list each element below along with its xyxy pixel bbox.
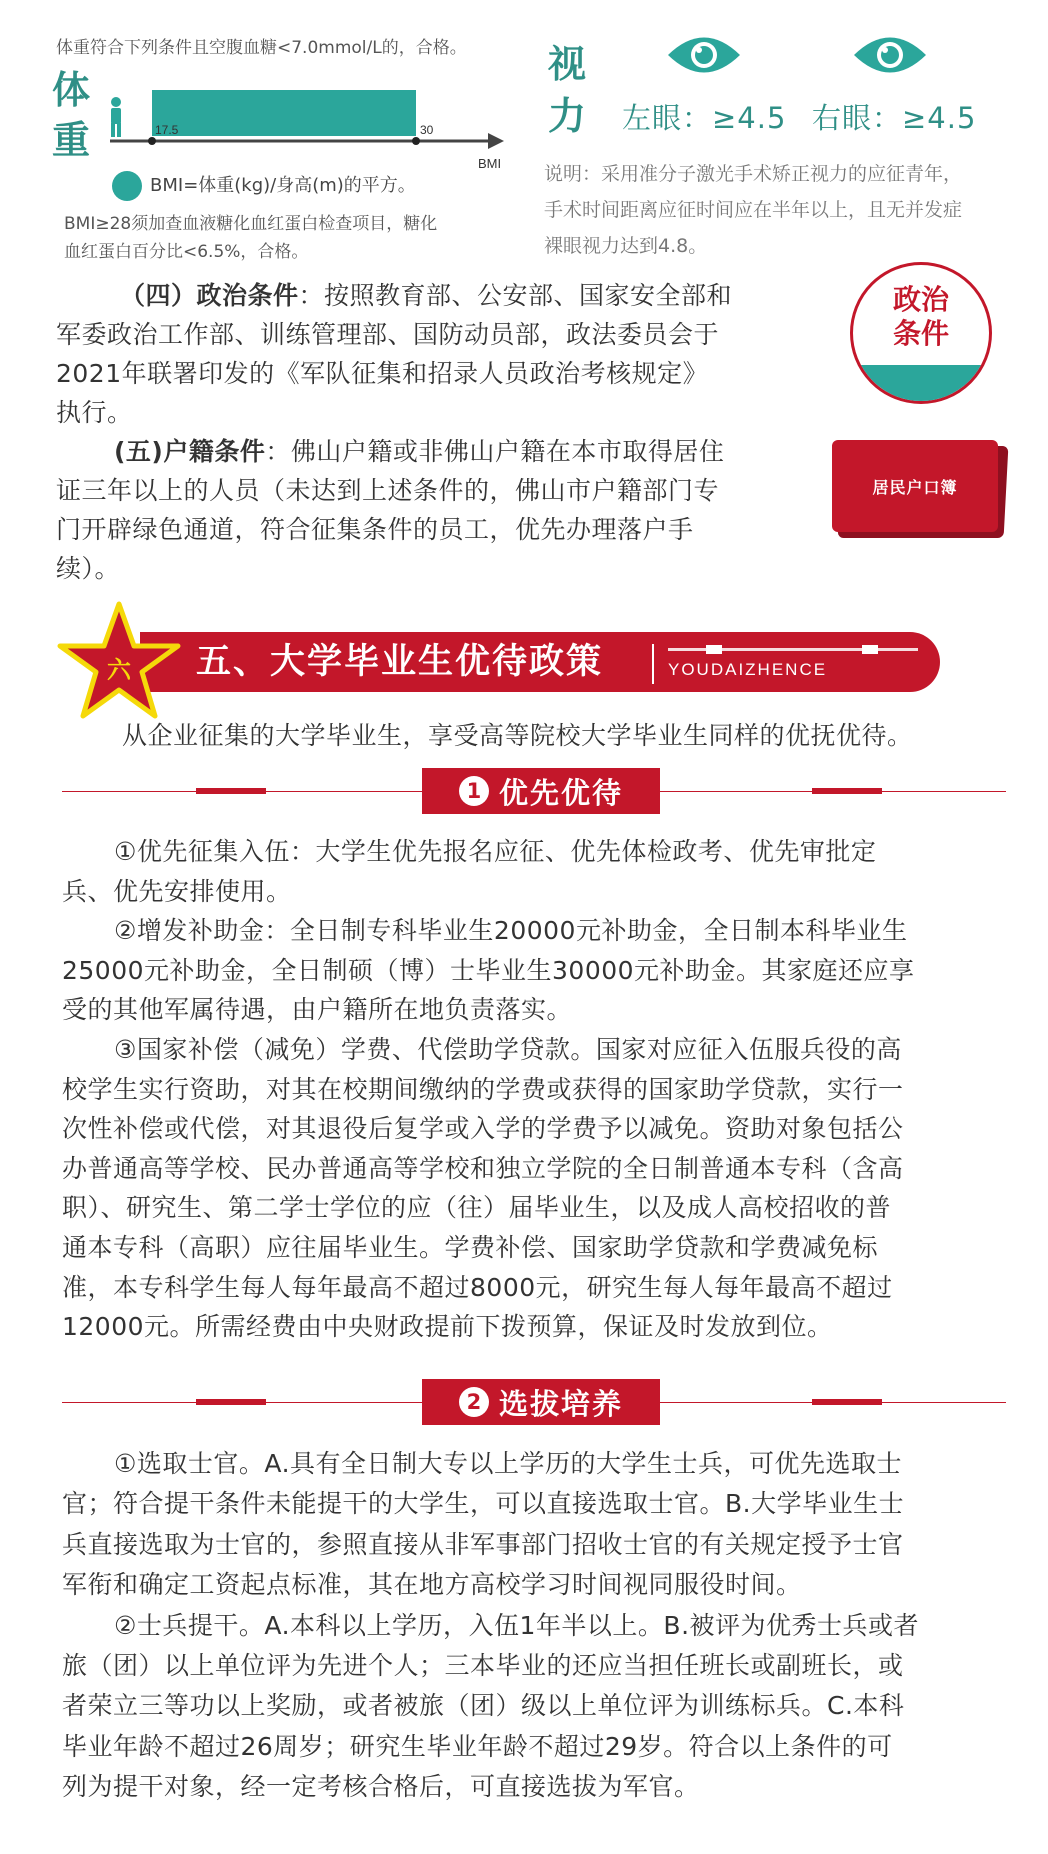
left-eye-requirement: 左眼：≥4.5 [622,101,787,135]
sub1-p3-l8: 12000元。所需经费由中央财政提前下拨预算，保证及时发放到位。 [62,1312,833,1342]
banner-rule-mark2 [862,645,878,654]
sub2-p2-l2: 旅（团）以上单位评为先进个人；三本毕业的还应当担任班长或副班长，或 [62,1651,904,1681]
sub2-header [422,1379,660,1425]
sub2-number-icon: 2 [459,1387,489,1417]
sub2-body [62,1444,1022,1808]
right-eye-icon [850,28,930,82]
booklet-label: 居民户口簿 [872,477,958,497]
sub2-p2-l4: 毕业年龄不超过26周岁；研究生毕业年龄不超过29岁。符合以上条件的可 [62,1731,893,1761]
badge-line1: 政治 [892,283,949,316]
bmi-note-line1: BMI≥28须加查血液糖化血红蛋白检查项目，糖化 [64,214,438,234]
person-icon [111,97,121,137]
badge-teal-band [853,365,989,401]
sub2-rule-mark-left [196,1399,266,1405]
household-line3: 门开辟绿色通道，符合征集条件的员工，优先办理落户手 [56,515,694,544]
vision-note-line2: 手术时间距离应征时间应在半年以上，且无并发症 [544,199,963,221]
sub2-rule-mark-right [812,1399,882,1405]
bmi-tick-min: 17.5 [155,123,179,137]
bmi-axis-label: BMI [478,156,502,171]
banner-divider [652,644,654,684]
sub1-p2-l2: 25000元补助金，全日制硕（博）士毕业生30000元补助金。其家庭还应享 [62,955,915,985]
section-intro: 从企业征集的大学毕业生，享受高等院校大学毕业生同样的优抚优待。 [122,721,913,750]
left-eye-icon [664,28,744,82]
sub1-p3-l5: 职）、研究生、第二学士学位的应（往）届毕业生，以及成人高校招收的普 [62,1193,892,1223]
formula-dot-icon [112,171,142,201]
weight-label-top: 体 [52,68,91,112]
weight-label-bottom: 重 [52,118,91,162]
vision-label-bottom: 力 [548,94,587,138]
political-line3: 2021年联署印发的《军队征集和招录人员政治考核规定》 [56,359,709,388]
badge-line2: 条件 [892,317,949,350]
political-heading: （四）政治条件 [120,281,299,310]
sub1-body [62,832,1022,1347]
sub1-p3-l2: 校学生实行资助，对其在校期间缴纳的学费或获得的国家助学贷款，实行一 [62,1074,904,1104]
sub1-p3-l7: 准，本专科学生每人每年最高不超过8000元，研究生每人每年最高不超过 [62,1272,893,1302]
political-line2: 军委政治工作部、训练管理部、国防动员部，政法委员会于 [56,320,720,349]
sub1-p3-l1: ③国家补偿（减免）学费、代偿助学贷款。国家对应征入伍服兵役的高 [114,1034,902,1064]
sub2-p1-l4: 军衔和确定工资起点标准，其在地方高校学习时间视同服役时间。 [62,1570,802,1600]
star-icon [54,600,184,724]
sub1-p2-l1: ②增发补助金：全日制专科毕业生20000元补助金，全日制本科毕业生 [114,916,908,946]
vision-note-line1: 说明：采用准分子激光手术矫正视力的应征青年， [544,163,963,185]
sub2-p2-l1: ②士兵提干。A.本科以上学历，入伍1年半以上。B.被评为优秀士兵或者 [114,1610,920,1640]
bmi-tick-max: 30 [420,123,434,137]
political-line1: ：按照教育部、公安部、国家安全部和 [298,281,733,310]
section-pinyin: YOUDAIZHENCE [668,660,828,679]
weight-intro: 体重符合下列条件且空腹血糖<7.0mmol/L的，合格。 [56,38,467,58]
sub1-p3-l4: 办普通高等学校、民办普通高等学校和独立学院的全日制普通本专科（含高 [62,1153,904,1183]
sub2-p2-l3: 者荣立三等功以上奖励，或者被旅（团）级以上单位评为训练标兵。C.本科 [62,1691,905,1721]
bmi-axis-arrow [488,133,504,149]
bmi-chart [100,84,510,176]
sub1-p1-l2: 兵、优先安排使用。 [62,876,292,906]
bmi-formula: BMI=体重(kg)/身高(m)的平方。 [150,175,416,196]
bmi-note-line2: 血红蛋白百分比<6.5%，合格。 [64,242,309,262]
household-line4: 续）。 [56,554,121,583]
political-badge [850,262,992,404]
sub1-title: 优先优待 [498,775,623,810]
sub1-p3-l6: 通本专科（高职）应往届毕业生。学费补偿、国家助学贷款和学费减免标 [62,1232,879,1262]
bmi-min-dot [148,137,156,145]
sub1-header [422,768,660,814]
political-line4: 执行。 [56,398,133,427]
badge-text [853,283,989,351]
household-line1: ：佛山户籍或非佛山户籍在本市取得居住 [265,437,725,466]
banner-rule-mark1 [706,645,722,654]
household-line2: 证三年以上的人员（未达到上述条件的，佛山市户籍部门专 [56,476,720,505]
household-paragraph [56,432,816,588]
sub2-p1-l1: ①选取士官。A.具有全日制大专以上学历的大学生士兵，可优先选取士 [114,1449,903,1478]
sub1-p2-l3: 受的其他军属待遇，由户籍所在地负责落实。 [62,995,573,1025]
bmi-max-dot [412,137,420,145]
household-booklet [832,440,998,532]
sub2-p1-l2: 官；符合提干条件未能提干的大学生，可以直接选取士官。B.大学毕业生士 [62,1489,905,1519]
bmi-range-bar [152,90,416,136]
section-title: 五、大学毕业生优待政策 [196,642,604,682]
right-eye-requirement: 右眼：≥4.5 [812,101,977,135]
household-heading: (五)户籍条件 [114,437,266,466]
sub1-rule-mark-right [812,788,882,794]
political-paragraph [56,276,816,432]
sub1-number-icon: 1 [459,776,489,806]
sub2-p1-l3: 兵直接选取为士官的，参照直接从非军事部门招收士官的有关规定授予士官 [62,1529,904,1559]
star-number: 六 [107,656,131,684]
sub2-p2-l5: 列为提干对象，经一定考核合格后，可直接选拔为军官。 [62,1772,700,1802]
sub2-title: 选拔培养 [498,1386,623,1421]
vision-note-line3: 裸眼视力达到4.8。 [544,235,708,257]
sub1-p3-l3: 次性补偿或代偿，对其退役后复学或入学的学费予以减免。资助对象包括公 [62,1114,904,1144]
sub1-p1-l1: ①优先征集入伍：大学生优先报名应征、优先体检政考、优先审批定 [114,837,877,866]
vision-label-top: 视 [548,42,587,86]
sub1-rule-mark-left [196,788,266,794]
